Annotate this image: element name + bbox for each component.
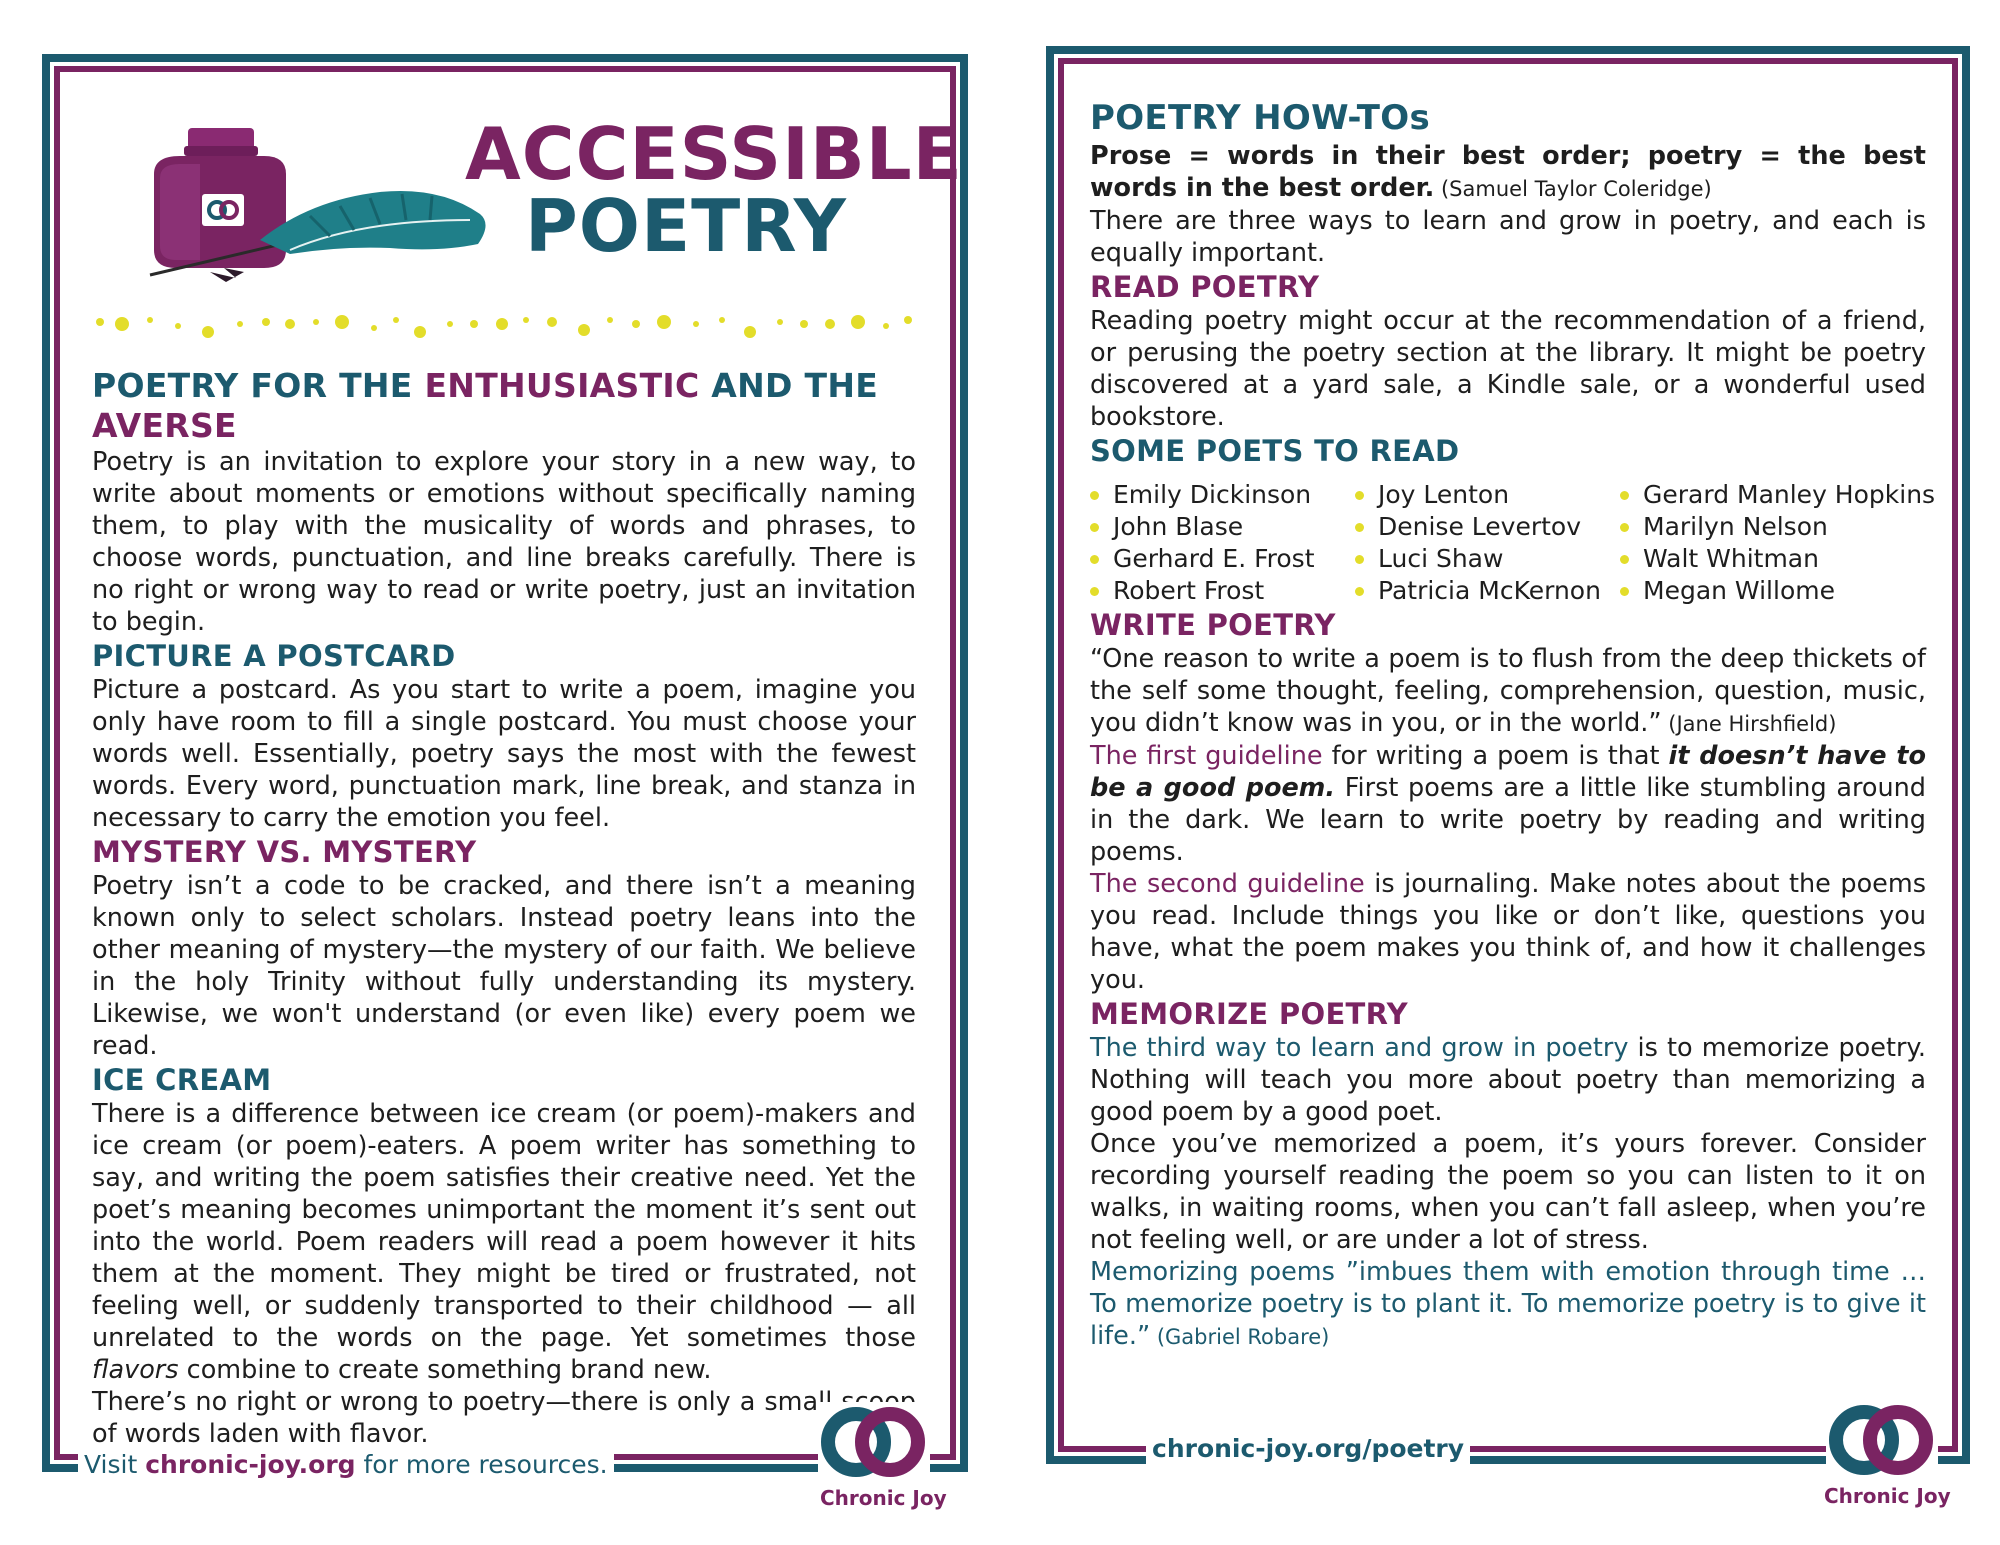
intro-text: Poetry is an invitation to explore your story in a new way, to write about moments or emotions without specifically naming them, to play with the musicality of words and phrases, to choose words, punctuation, and line breaks carefully. There is no right or wrong way to read or write poetry, just an invitation to begin. [92, 447, 916, 637]
mystery-heading: MYSTERY VS. MYSTERY [92, 835, 477, 869]
poets-heading: SOME POETS TO READ [1090, 434, 1460, 468]
poet-item [1620, 479, 1940, 511]
footer-text: for more resources. [355, 1450, 608, 1479]
bullet-icon [1090, 491, 1099, 500]
poet-item [1620, 575, 1940, 607]
left-footer [78, 1450, 614, 1480]
memorize-lead: The third way to learn and grow in poetry [1090, 1033, 1629, 1063]
hirshfield-quote [1090, 643, 1926, 740]
poet-name: John Blase [1113, 512, 1244, 541]
howto-intro: There are three ways to learn and grow in poetry, and each is equally important. [1090, 206, 1926, 268]
icecream-text-part: combine to create something brand new. [178, 1355, 712, 1385]
right-footer [1146, 1434, 1470, 1464]
icecream-text-part: There is a difference between ice cream (or poem)-makers and ice cream (or poem)-eaters. A poem writer has something to say, and writing the poem satisfies their creative need. Yet the poet’s meaning becomes unimportant the moment it’s sent out into the world. Poem readers will read a poem however it hits them at the moment. They might be tired or frustrated, not feeling well, or suddenly transported to their childhood — all unrelated to the words on the page. Yet sometimes those [92, 1099, 916, 1353]
robare-quote [1090, 1256, 1926, 1353]
chronic-joy-link[interactable]: chronic-joy.org [145, 1450, 356, 1479]
right-panel-content [1090, 96, 1936, 1353]
guideline-lead: The first guideline [1090, 741, 1323, 771]
feather-quill-icon [140, 180, 500, 290]
poets-list [1090, 479, 1936, 607]
bullet-icon [1090, 587, 1099, 596]
page-title-line2: POETRY [525, 184, 847, 268]
intro-heading [92, 366, 916, 446]
bullet-icon [1620, 491, 1629, 500]
poet-item [1090, 575, 1355, 607]
memorize-text [1090, 1032, 1926, 1128]
poet-name: Marilyn Nelson [1643, 512, 1828, 541]
poet-name: Megan Willome [1643, 576, 1835, 605]
guideline-text: First poems are a little like stumbling around in the dark. We learn to write poetry by reading and writing poems. [1090, 773, 1926, 867]
chronic-joy-logo-icon [818, 1402, 930, 1482]
heading-part: AND THE [699, 366, 879, 405]
left-panel-content [92, 366, 916, 1450]
quote-text: “One reason to write a poem is to flush from the deep thickets of the self some thought, feeling, comprehension, question, music, you didn’t know was in you, or in the world.” [1090, 644, 1926, 738]
poet-item [1355, 543, 1620, 575]
bullet-icon [1090, 555, 1099, 564]
postcard-heading: PICTURE A POSTCARD [92, 639, 456, 673]
decorative-dot-divider [90, 308, 920, 338]
poet-name: Gerhard E. Frost [1113, 544, 1315, 573]
memorize-rest: is to memorize poetry. Nothing will teach you more about poetry than memorizing a good poem by a good poet. [1090, 1033, 1926, 1127]
poet-item [1355, 511, 1620, 543]
coleridge-quote [1090, 140, 1926, 205]
poet-name: Emily Dickinson [1113, 480, 1312, 509]
bullet-icon [1620, 587, 1629, 596]
footer-text: Visit [84, 1450, 146, 1479]
chronic-joy-logo-label: Chronic Joy [1824, 1484, 1951, 1508]
poet-name: Robert Frost [1113, 576, 1265, 605]
icecream-heading: ICE CREAM [92, 1063, 272, 1097]
heading-part: AVERSE [92, 406, 237, 445]
bullet-icon [1620, 523, 1629, 532]
quote-bold: Prose = words in their best order; poetry = the best words in the best order. [1090, 141, 1926, 203]
quote-attribution: (Samuel Taylor Coleridge) [1434, 177, 1712, 201]
icecream-text [92, 1098, 916, 1386]
bullet-icon [1355, 491, 1364, 500]
icecream-italic: flavors [92, 1355, 179, 1385]
postcard-text: Picture a postcard. As you start to write a poem, imagine you only have room to fill a single postcard. You must choose your words well. Essentially, poetry says the most with the fewest words. Every word, punctuation mark, line break, and stanza in necessary to carry the emotion you feel. [92, 675, 916, 833]
poet-item [1090, 543, 1355, 575]
write-heading: WRITE POETRY [1090, 608, 1336, 642]
bullet-icon [1355, 523, 1364, 532]
second-guideline [1090, 868, 1926, 996]
chronic-joy-logo-icon [1826, 1400, 1938, 1480]
bullet-icon [1620, 555, 1629, 564]
bullet-icon [1090, 523, 1099, 532]
icecream-closing: There’s no right or wrong to poetry—there is only a small scoop of words laden with flavor. [92, 1387, 916, 1449]
poet-name: Luci Shaw [1378, 544, 1504, 573]
poet-name: Joy Lenton [1378, 480, 1510, 509]
guideline-text: for writing a poem is that [1322, 741, 1669, 771]
howto-heading: POETRY HOW-TOs [1090, 98, 1430, 138]
quote-attribution: (Jane Hirshfield) [1661, 712, 1837, 736]
poet-name: Denise Levertov [1378, 512, 1581, 541]
poet-item [1620, 511, 1940, 543]
heading-part: ENTHUSIASTIC [424, 366, 700, 405]
poet-name: Gerard Manley Hopkins [1643, 480, 1936, 509]
read-text: Reading poetry might occur at the recommendation of a friend, or perusing the poetry section at the library. It might be poetry discovered at a yard sale, a Kindle sale, or a wonderful used bookstore. [1090, 306, 1926, 432]
chronic-joy-logo-label: Chronic Joy [820, 1486, 947, 1510]
poet-name: Patricia McKernon [1378, 576, 1601, 605]
poet-item [1620, 543, 1940, 575]
poet-item [1090, 479, 1355, 511]
poet-item [1090, 511, 1355, 543]
memorize-text-2: Once you’ve memorized a poem, it’s yours forever. Consider recording yourself reading the poem so you can listen to it on walks, in waiting rooms, when you can’t fall asleep, when you’re not feeling well, or are under a lot of stress. [1090, 1129, 1926, 1255]
quote-attribution: (Gabriel Robare) [1150, 1325, 1330, 1349]
read-heading: READ POETRY [1090, 270, 1320, 304]
bullet-icon [1355, 587, 1364, 596]
poet-item [1355, 575, 1620, 607]
guideline-lead: The second guideline [1090, 869, 1365, 899]
heading-part: POETRY FOR THE [92, 366, 425, 405]
guideline-text: is journaling. Make notes about the poems you read. Include things you like or don’t like, questions you have, what the poem makes you think of, and how it challenges you. [1090, 869, 1926, 995]
poet-item [1355, 479, 1620, 511]
bullet-icon [1355, 555, 1364, 564]
page-title-line1: ACCESSIBLE [465, 112, 963, 196]
poet-name: Walt Whitman [1643, 544, 1819, 573]
mystery-text: Poetry isn’t a code to be cracked, and there isn’t a meaning known only to select scholars. Instead poetry leans into the other meaning of mystery—the mystery of our faith. We believe in the holy Trinity without fully understanding its mystery. Likewise, we won't understand (or even like) every poem we read. [92, 871, 916, 1061]
poetry-link[interactable]: chronic-joy.org/poetry [1152, 1434, 1465, 1463]
memorize-heading: MEMORIZE POETRY [1090, 997, 1408, 1031]
first-guideline [1090, 740, 1926, 868]
guideline-emphasis: it doesn’t have to be a good poem. [1090, 741, 1927, 803]
quote-text: Memorizing poems ”imbues them with emotion through time … To memorize poetry is to plant it. To memorize poetry is to give it life.” [1090, 1257, 1926, 1351]
